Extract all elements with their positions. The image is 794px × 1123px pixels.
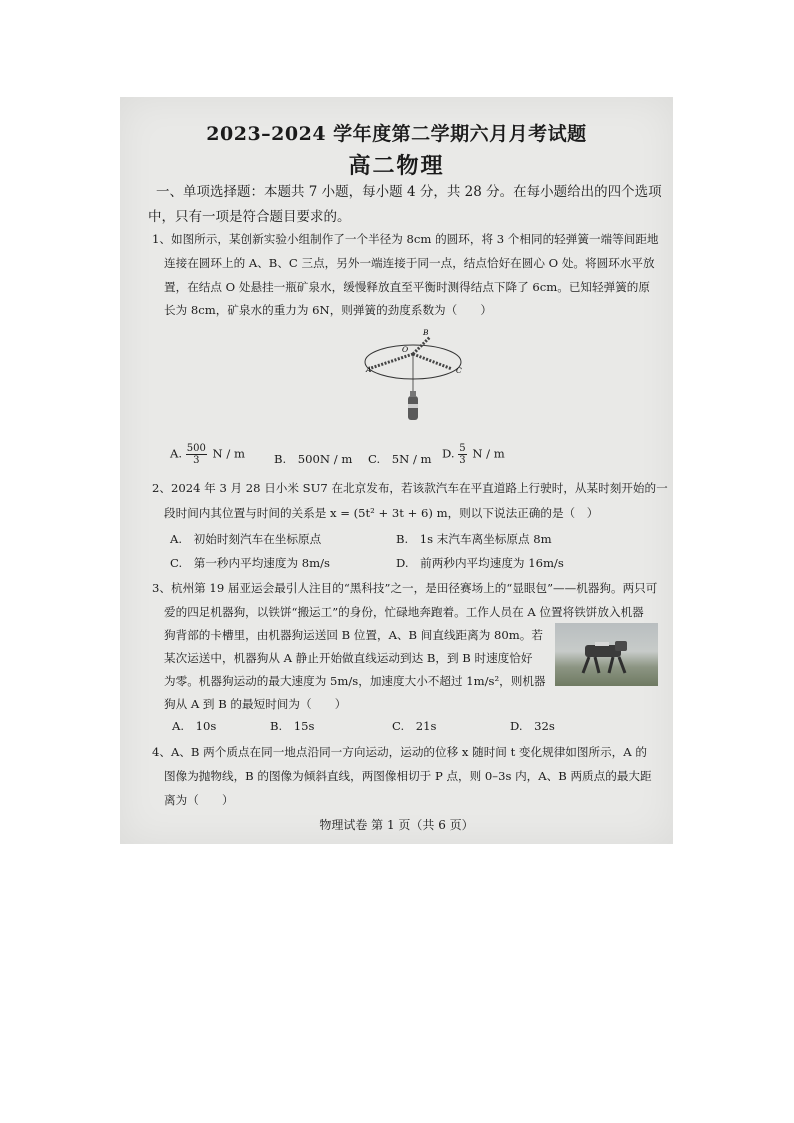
figure-label-c: C (456, 366, 462, 375)
fraction-numerator: 5 (459, 443, 466, 454)
q1-option-a (170, 443, 245, 466)
exam-title: 2023–2024 学年度第二学期六月月考试题 (206, 123, 587, 145)
figure-label-a: A (366, 365, 372, 374)
q2-option-d: D. 前两秒内平均速度为 16m/s (396, 556, 564, 570)
q3-line: 3、杭州第 19 届亚运会最引人注目的“黑科技”之一，是田径赛场上的“显眼包”——机器狗。两只可 (152, 581, 658, 595)
q2-option-b: B. 1s 末汽车离坐标原点 8m (396, 532, 552, 546)
robot-dog-photo (555, 623, 658, 686)
q1-line: 连接在圆环上的 A、B、C 三点，另外一端连接于同一点，结点恰好在圆心 O 处。将圆环水平放 (164, 256, 655, 270)
q2-line: 段时间内其位置与时间的关系是 x = (5t² + 3t + 6) m，则以下说法正确的是（ ） (164, 506, 599, 520)
q3-line: 狗背部的卡槽里，由机器狗运送回 B 位置，A、B 间直线距离为 80m。若 (164, 628, 543, 642)
q4-line: 4、A、B 两个质点在同一地点沿同一方向运动，运动的位移 x 随时间 t 变化规律如图所示，A 的 (152, 745, 647, 759)
q1-line: 置，在结点 O 处悬挂一瓶矿泉水，缓慢释放直至平衡时测得结点下降了 6cm。已知轻弹簧的原 (164, 280, 650, 294)
section-heading-line2: 中，只有一项是符合题目要求的。 (148, 209, 351, 225)
q3-line: 狗从 A 到 B 的最短时间为（ ） (164, 697, 347, 711)
q2-option-a: A. 初始时刻汽车在坐标原点 (170, 532, 322, 546)
figure-label-o: O (402, 345, 409, 354)
q1-option-a-fraction (186, 443, 207, 466)
fraction-denominator: 3 (193, 455, 200, 466)
figure-label-b: B (423, 328, 429, 337)
q3-option-b: B. 15s (270, 719, 315, 733)
page-footer: 物理试卷 第 1 页（共 6 页） (319, 818, 474, 832)
exam-subject: 高二物理 (348, 153, 445, 179)
q3-line: 爱的四足机器狗，以铁饼“搬运工”的身份，忙碌地奔跑着。工作人员在 A 位置将铁饼放入机器 (164, 605, 644, 619)
q1-option-a-unit: N / m (212, 446, 245, 461)
q3-option-d: D. 32s (510, 719, 555, 733)
q2-option-c: C. 第一秒内平均速度为 8m/s (170, 556, 330, 570)
q1-option-d (442, 443, 505, 466)
q1-option-b: B. 500N / m (274, 452, 353, 466)
q3-option-a: A. 10s (172, 719, 217, 733)
q1-option-d-label: D. (442, 446, 455, 461)
section-heading-line1: 一、单项选择题：本题共 7 小题，每小题 4 分，共 28 分。在每小题给出的四个选项 (156, 184, 662, 200)
q3-line: 为零。机器狗运动的最大速度为 5m/s，加速度大小不超过 1m/s²，则机器 (164, 674, 546, 688)
exam-page (120, 97, 673, 844)
spring-ring-figure (360, 324, 470, 444)
q1-option-a-label: A. (170, 446, 183, 461)
q2-line: 2、2024 年 3 月 28 日小米 SU7 在北京发布，若该款汽车在平直道路上行驶时，从某时刻开始的一 (152, 481, 668, 495)
q3-line: 某次运送中，机器狗从 A 静止开始做直线运动到达 B，到 B 时速度恰好 (164, 651, 533, 665)
q3-option-c: C. 21s (392, 719, 437, 733)
q1-option-d-unit: N / m (472, 446, 505, 461)
q1-option-d-fraction (458, 443, 466, 466)
q4-line: 图像为抛物线，B 的图像为倾斜直线，两图像相切于 P 点，则 0–3s 内，A、B 两质点的最大距 (164, 769, 652, 783)
robot-dog-icon (555, 623, 658, 686)
q4-line: 离为（ ） (164, 793, 234, 807)
q1-option-c: C. 5N / m (368, 452, 432, 466)
q1-line: 1、如图所示，某创新实验小组制作了一个半径为 8cm 的圆环，将 3 个相同的轻弹簧一端等间距地 (152, 232, 659, 246)
fraction-numerator: 500 (186, 443, 206, 454)
q1-line: 长为 8cm，矿泉水的重力为 6N，则弹簧的劲度系数为（ ） (164, 303, 493, 317)
fraction-denominator: 3 (459, 455, 466, 466)
